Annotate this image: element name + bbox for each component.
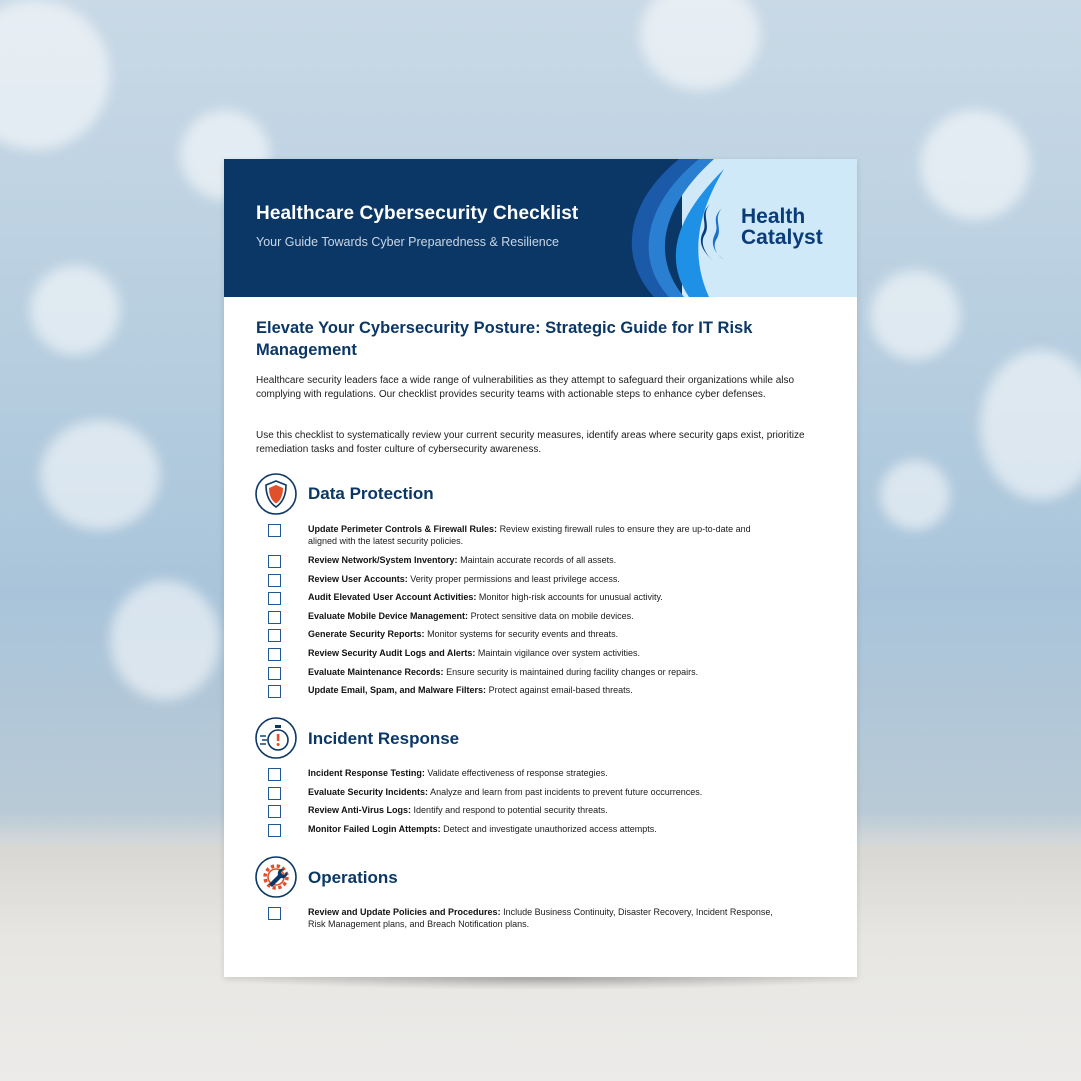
checklist-page bbox=[224, 159, 857, 977]
checkbox[interactable] bbox=[268, 648, 281, 661]
bokeh-light bbox=[110, 580, 220, 700]
stopwatch-alert-icon bbox=[254, 716, 298, 760]
item-label: Review Anti-Virus Logs: bbox=[308, 805, 412, 815]
item-description: Maintain accurate records of all assets. bbox=[460, 555, 617, 565]
item-description: Verity proper permissions and least privilege access. bbox=[410, 574, 620, 584]
document-title: Healthcare Cybersecurity Checklist bbox=[256, 203, 579, 224]
document-subtitle: Your Guide Towards Cyber Preparedness & Resilience bbox=[256, 235, 559, 249]
item-label: Evaluate Security Incidents: bbox=[308, 787, 429, 797]
item-label: Evaluate Maintenance Records: bbox=[308, 667, 444, 677]
item-description: Maintain vigilance over system activities. bbox=[477, 648, 640, 658]
item-label: Review Security Audit Logs and Alerts: bbox=[308, 648, 476, 658]
checkbox[interactable] bbox=[268, 667, 281, 680]
item-description: Analyze and learn from past incidents to prevent future occurrences. bbox=[430, 787, 703, 797]
item-label: Audit Elevated User Account Activities: bbox=[308, 592, 477, 602]
checkbox[interactable] bbox=[268, 555, 281, 568]
bokeh-light bbox=[870, 270, 960, 360]
bokeh-light bbox=[640, 0, 760, 90]
item-description: Ensure security is maintained during facility changes or repairs. bbox=[446, 667, 699, 677]
checkbox[interactable] bbox=[268, 592, 281, 605]
checkbox[interactable] bbox=[268, 805, 281, 818]
checkbox[interactable] bbox=[268, 907, 281, 920]
item-description: Protect sensitive data on mobile devices. bbox=[470, 611, 634, 621]
health-catalyst-logo-icon bbox=[694, 202, 734, 262]
headline: Elevate Your Cybersecurity Posture: Strategic Guide for IT Risk Management bbox=[256, 319, 753, 359]
checkbox[interactable] bbox=[268, 524, 281, 537]
logo-wordmark bbox=[741, 206, 823, 248]
shield-icon bbox=[254, 472, 298, 516]
bokeh-light bbox=[880, 460, 950, 530]
item-description: Review existing firewall rules to ensure they are up-to-date and aligned with the latest security policies. bbox=[308, 524, 751, 546]
bokeh-light bbox=[40, 420, 160, 530]
checkbox[interactable] bbox=[268, 824, 281, 837]
checkbox[interactable] bbox=[268, 787, 281, 800]
item-description: Monitor systems for security events and threats. bbox=[427, 629, 619, 639]
intro-paragraph-2: Use this checklist to systematically review your current security measures, identify areas where security gaps exist, prioritize remediation tasks and foster culture of cybersecurity awareness. bbox=[256, 430, 805, 455]
item-description: Protect against email-based threats. bbox=[488, 685, 633, 695]
item-label: Review and Update Policies and Procedures: bbox=[308, 907, 501, 917]
intro-paragraph-1: Healthcare security leaders face a wide range of vulnerabilities as they attempt to safeguard their organizations while also complying with regulations. Our checklist provides security teams with actionable steps to enhance cyber defenses. bbox=[256, 375, 795, 400]
item-description: Identify and respond to potential security threats. bbox=[413, 805, 608, 815]
item-label: Evaluate Mobile Device Management: bbox=[308, 611, 469, 621]
item-label: Incident Response Testing: bbox=[308, 768, 425, 778]
checkbox[interactable] bbox=[268, 768, 281, 781]
item-label: Review User Accounts: bbox=[308, 574, 408, 584]
bokeh-light bbox=[0, 0, 110, 150]
section-title-incident-response: Incident Response bbox=[308, 729, 460, 748]
item-label: Update Perimeter Controls & Firewall Rules: bbox=[308, 524, 498, 534]
bokeh-light bbox=[980, 350, 1081, 500]
checkbox[interactable] bbox=[268, 685, 281, 698]
logo-line-health: Health bbox=[741, 205, 806, 228]
header-banner bbox=[224, 159, 857, 297]
item-label: Review Network/System Inventory: bbox=[308, 555, 458, 565]
logo-line-catalyst: Catalyst bbox=[741, 226, 823, 249]
checkbox[interactable] bbox=[268, 574, 281, 587]
item-label: Generate Security Reports: bbox=[308, 629, 425, 639]
item-description: Include Business Continuity, Disaster Recovery, Incident Response, Risk Management plans, and Breach Notification plans. bbox=[308, 907, 773, 929]
item-description: Validate effectiveness of response strategies. bbox=[427, 768, 608, 778]
bokeh-light bbox=[920, 110, 1030, 220]
gear-wrench-icon bbox=[254, 855, 298, 899]
section-title-data-protection: Data Protection bbox=[308, 484, 434, 503]
item-description: Monitor high-risk accounts for unusual activity. bbox=[478, 592, 663, 602]
item-label: Monitor Failed Login Attempts: bbox=[308, 824, 441, 834]
checkbox[interactable] bbox=[268, 611, 281, 624]
item-description: Detect and investigate unauthorized access attempts. bbox=[443, 824, 657, 834]
item-label: Update Email, Spam, and Malware Filters: bbox=[308, 685, 487, 695]
checkbox[interactable] bbox=[268, 629, 281, 642]
section-title-operations: Operations bbox=[308, 868, 398, 887]
bokeh-light bbox=[30, 265, 120, 355]
